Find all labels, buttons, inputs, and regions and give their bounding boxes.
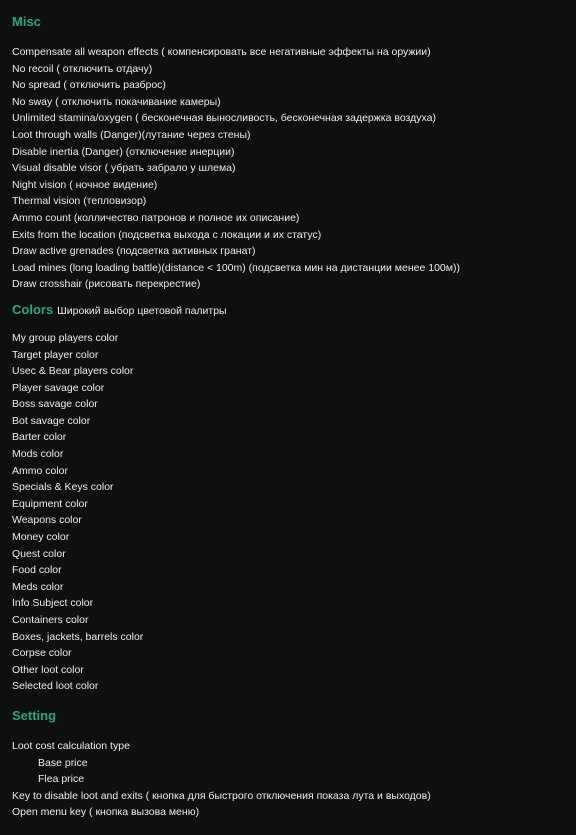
- setting-list: [12, 738, 576, 821]
- setting-option-flea-price: Flea price: [38, 773, 85, 786]
- setting-item-loot-cost-type: Loot cost calculation type: [12, 739, 130, 752]
- misc-item-no-recoil: No recoil ( отключить отдачу): [12, 62, 153, 75]
- misc-item-no-sway: No sway ( отключить покачивание камеры): [12, 95, 221, 108]
- color-item-corpse: Corpse color: [12, 647, 72, 660]
- misc-item-disable-inertia: Disable inertia (Danger) (отключение инерции): [12, 145, 235, 158]
- color-item-info-subject: Info Subject color: [12, 597, 94, 610]
- misc-item-draw-grenades: Draw active grenades (подсветка активных гранат): [12, 245, 256, 258]
- colors-list: [12, 330, 576, 695]
- setting-section-title: Setting: [12, 707, 57, 723]
- misc-section-title: Misc: [12, 14, 41, 29]
- misc-item-draw-crosshair: Draw crosshair (рисовать перекрестие): [12, 278, 201, 291]
- color-item-boss-savage: Boss savage color: [12, 398, 98, 411]
- colors-section-subtitle: Широкий выбор цветовой палитры: [57, 304, 227, 317]
- color-item-food: Food color: [12, 564, 62, 577]
- colors-section-header: [12, 301, 576, 319]
- misc-item-compensate-weapon-effects: Compensate all weapon effects ( компенсировать все негативные эффекты на оружии): [12, 46, 431, 58]
- color-item-other-loot: Other loot color: [12, 663, 84, 676]
- color-item-selected-loot: Selected loot color: [12, 680, 99, 693]
- color-item-meds: Meds color: [12, 580, 64, 593]
- misc-item-loot-through-walls: Loot through walls (Danger)(лутание через стены): [12, 128, 251, 141]
- color-item-player-savage: Player savage color: [12, 381, 105, 394]
- color-item-ammo: Ammo color: [12, 464, 69, 477]
- misc-item-disable-visor: Visual disable visor ( убрать забрало у шлема): [12, 162, 236, 175]
- color-item-quest: Quest color: [12, 547, 66, 560]
- misc-item-exits: Exits from the location (подсветка выхода с локации и их статус): [12, 228, 322, 241]
- misc-feature-list: [12, 44, 576, 293]
- color-item-money: Money color: [12, 531, 70, 544]
- misc-item-ammo-count: Ammo count (колличество патронов и полное их описание): [12, 211, 300, 224]
- color-item-barter: Barter color: [12, 431, 67, 444]
- color-item-equipment: Equipment color: [12, 497, 88, 510]
- color-item-bot-savage: Bot savage color: [12, 414, 91, 427]
- setting-item-menu-key: Open menu key ( кнопка вызова меню): [12, 806, 200, 819]
- misc-item-night-vision: Night vision ( ночное видение): [12, 178, 158, 191]
- color-item-my-group-players: My group players color: [12, 331, 119, 344]
- color-item-target-player: Target player color: [12, 348, 99, 361]
- color-item-containers: Containers color: [12, 614, 89, 626]
- colors-section-title: Colors: [12, 301, 54, 317]
- color-item-boxes-jackets-barrels: Boxes, jackets, barrels color: [12, 630, 144, 643]
- color-item-specials-keys: Specials & Keys color: [12, 481, 114, 494]
- misc-item-no-spread: No spread ( отключить разброс): [12, 79, 166, 92]
- misc-item-unlimited-stamina: Unlimited stamina/oxygen ( бесконечная выносливость, бесконечная задержка воздуха): [12, 112, 436, 125]
- color-item-weapons: Weapons color: [12, 514, 82, 527]
- color-item-mods: Mods color: [12, 448, 64, 461]
- color-item-usec-bear: Usec & Bear players color: [12, 365, 134, 378]
- misc-item-load-mines: Load mines (long loading battle)(distance < 100m) (подсветка мин на дистанции менее 100м)): [12, 261, 460, 274]
- setting-item-disable-key: Key to disable loot and exits ( кнопка для быстрого отключения показа лута и выходов): [12, 789, 431, 802]
- setting-option-base-price: Base price: [38, 756, 88, 769]
- misc-item-thermal-vision: Thermal vision (тепловизор): [12, 195, 147, 208]
